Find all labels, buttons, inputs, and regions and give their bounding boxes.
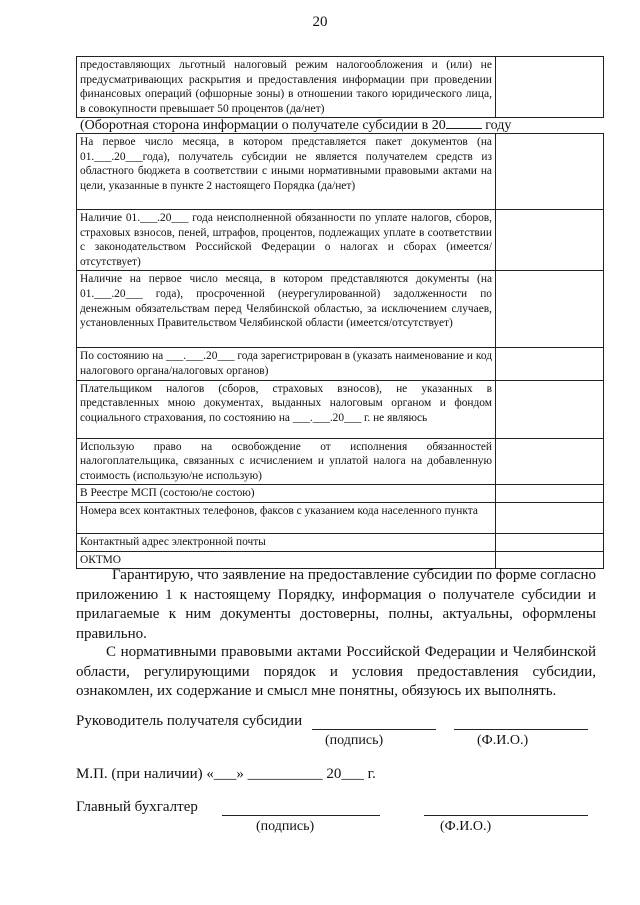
table-cell-value[interactable] bbox=[496, 210, 604, 271]
table-caption bbox=[80, 116, 511, 134]
table-cell-text: Наличие 01.___.20___ года неисполненной обязанности по уплате налогов, сборов, страховых взносов, пеней, штрафов, процентов, подлежащих уплате в соответствии с законодательством Российской Федерации о налогах и сборах (имеется/отсутствует) bbox=[77, 210, 496, 271]
table-cell-value[interactable] bbox=[496, 380, 604, 438]
head-signature-hint: (подпись) bbox=[325, 733, 384, 748]
table-row bbox=[77, 502, 604, 533]
table-row bbox=[77, 485, 604, 503]
table-row bbox=[77, 271, 604, 348]
table-cell-text: предоставляющих льготный налоговый режим налогообложения и (или) не предусматривающих раскрытия и предоставления информации при проведении финансовых операций (офшорные зоны) в отношении такого юридического лица, в совокупности превышает 50 процентов (да/нет) bbox=[77, 57, 496, 118]
table-cell-value[interactable] bbox=[496, 271, 604, 348]
head-signature-line[interactable] bbox=[312, 729, 436, 730]
table-cell-text: Плательщиком налогов (сборов, страховых взносов), не указанных в представленных мною документах, выданных налоговым органом и фондом социального страхования, по состоянию на ___.___.20___ г. не являюсь bbox=[77, 380, 496, 438]
top-table bbox=[76, 56, 604, 118]
head-signature-label: Руководитель получателя субсидии bbox=[76, 713, 303, 729]
table-cell-text: ОКТМО bbox=[77, 551, 496, 569]
table-cell-value[interactable] bbox=[496, 57, 604, 118]
table-cell-text: Использую право на освобождение от исполнения обязанностей налогоплательщика, связанных с исчислением и уплатой налога на добавленную стоимость (использую/не использую) bbox=[77, 438, 496, 485]
table-cell-value[interactable] bbox=[496, 533, 604, 551]
head-name-line[interactable] bbox=[454, 729, 588, 730]
caption-text: (Оборотная сторона информации о получателе субсидии в 20 bbox=[80, 118, 446, 133]
table-row bbox=[77, 348, 604, 380]
table-row bbox=[77, 438, 604, 485]
table-row bbox=[77, 57, 604, 118]
acknowledgement-paragraph: С нормативными правовыми актами Российской Федерации и Челябинской области, регулирующими порядок и условия предоставления субсидии, ознакомлен, их содержание и смысл мне понятны, обязуюсь их выполнять. bbox=[76, 644, 596, 699]
guarantee-paragraph: Гарантирую, что заявление на предоставление субсидии по форме согласно приложению 1 к настоящему Порядку, информация о получателе субсидии и прилагаемые к ним документы достоверны, полны, актуальны, оформлены правильно. bbox=[76, 567, 596, 642]
table-row bbox=[77, 380, 604, 438]
accountant-name-hint: (Ф.И.О.) bbox=[440, 819, 492, 834]
table-cell-text: Контактный адрес электронной почты bbox=[77, 533, 496, 551]
table-cell-value[interactable] bbox=[496, 438, 604, 485]
table-cell-value[interactable] bbox=[496, 502, 604, 533]
table-row bbox=[77, 533, 604, 551]
table-cell-value[interactable] bbox=[496, 348, 604, 380]
table-cell-text: На первое число месяца, в котором представляется пакет документов (на 01.___.20___года), получатель субсидии не является получателем средств из областного бюджета в соответствии с иными нормативными правовыми актами на цели, указанные в пункте 2 настоящего Порядка (да/нет) bbox=[77, 134, 496, 210]
table-cell-value[interactable] bbox=[496, 134, 604, 210]
accountant-signature-hint: (подпись) bbox=[256, 819, 315, 834]
info-table bbox=[76, 133, 604, 569]
table-cell-text: Номера всех контактных телефонов, факсов с указанием кода населенного пункта bbox=[77, 502, 496, 533]
page-number: 20 bbox=[312, 14, 328, 30]
table-cell-value[interactable] bbox=[496, 485, 604, 503]
stamp-date-line: М.П. (при наличии) «___» __________ 20___ г. bbox=[76, 766, 376, 782]
table-cell-text: По состоянию на ___.___.20___ года зарегистрирован в (указать наименование и код налогового органа/налоговых органов) bbox=[77, 348, 496, 380]
accountant-signature-line[interactable] bbox=[222, 815, 380, 816]
accountant-name-line[interactable] bbox=[424, 815, 588, 816]
table-cell-text: Наличие на первое число месяца, в котором представляются документы (на 01.___.20___ года), просроченной (неурегулированной) задолженности по денежным обязательствам перед Челябинской областью, за исключением случаев, установленных Правительством Челябинской области (имеется/отсутствует) bbox=[77, 271, 496, 348]
table-row bbox=[77, 210, 604, 271]
table-cell-text: В Реестре МСП (состою/не состою) bbox=[77, 485, 496, 503]
head-name-hint: (Ф.И.О.) bbox=[477, 733, 529, 748]
caption-year-blank[interactable] bbox=[446, 116, 482, 129]
accountant-signature-label: Главный бухгалтер bbox=[76, 799, 198, 815]
caption-year-word: году bbox=[485, 118, 512, 133]
table-row bbox=[77, 134, 604, 210]
